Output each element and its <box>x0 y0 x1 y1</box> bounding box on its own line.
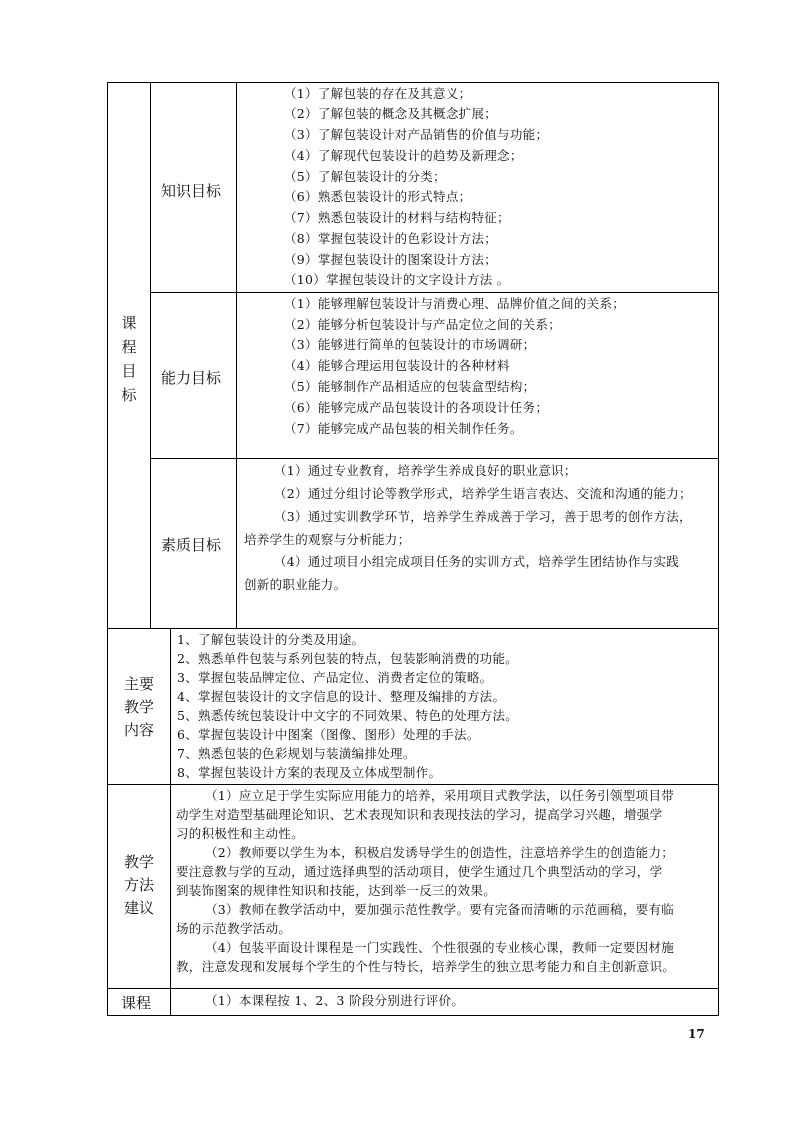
divider-content-method <box>107 784 719 785</box>
knowledge-goal-label: 知识目标 <box>161 182 222 200</box>
table-border-bottom <box>107 1015 719 1016</box>
table-border-left <box>107 82 108 1016</box>
quality-goal-label: 素质目标 <box>161 536 222 554</box>
paragraph-line: 习的积极性和主动性。 <box>176 826 305 841</box>
list-item: 6、掌握包装设计中图案（图像、图形）处理的手法。 <box>177 727 480 742</box>
assessment-text: （1）本课程按 1、2、3 阶段分别进行评价。 <box>205 993 465 1008</box>
divider-knowledge-ability <box>150 292 719 293</box>
course-goal-label: 课 程 目 标 <box>121 314 137 404</box>
divider-ability-quality <box>150 458 719 459</box>
table-border-top <box>107 82 719 83</box>
paragraph-line: （2）通过分组讨论等教学形式，培养学生语言表达、交流和沟通的能力； <box>274 486 692 501</box>
list-item: （10）掌握包装设计的文字设计方法 。 <box>284 272 510 287</box>
list-item: （4）了解现代包装设计的趋势及新理念； <box>284 148 523 163</box>
paragraph-line: 场的示范教学活动。 <box>176 921 292 936</box>
list-item: （1）了解包装的存在及其意义； <box>284 86 472 101</box>
list-item: （2）能够分析包装设计与产品定位之间的关系； <box>284 317 562 332</box>
list-item: （6）熟悉包装设计的形式特点； <box>284 189 472 204</box>
list-item: （3）了解包装设计对产品销售的价值与功能； <box>284 127 549 142</box>
list-item: （7）能够完成产品包装的相关制作任务。 <box>284 421 523 436</box>
list-item: （7）熟悉包装设计的材料与结构特征； <box>284 210 510 225</box>
page-number: 17 <box>688 1027 705 1041</box>
divider-goal-sublabel <box>236 82 237 628</box>
list-item: （9）掌握包装设计的图案设计方法； <box>284 252 498 267</box>
list-item: （2）了解包装的概念及其概念扩展； <box>284 106 498 121</box>
paragraph-line: 创新的职业能力。 <box>244 577 347 592</box>
table-border-right <box>718 82 719 1016</box>
paragraph-line: （1）应立足于学生实际应用能力的培养，采用项目式教学法，以任务引领型项目带 <box>205 788 675 803</box>
paragraph-line: 到装饰图案的规律性知识和技能，达到举一反三的效果。 <box>176 883 497 898</box>
list-item: （1）能够理解包装设计与消费心理、品牌价值之间的关系； <box>284 296 626 311</box>
list-item: 5、熟悉传统包装设计中文字的不同效果、特色的处理方法。 <box>177 708 519 723</box>
assessment-label: 课程 <box>121 994 152 1012</box>
list-item: 2、熟悉单件包装与系列包装的特点，包装影响消费的功能。 <box>177 651 519 666</box>
paragraph-line: （2）教师要以学生为本，积极启发诱导学生的创造性，注意培养学生的创造能力； <box>205 845 675 860</box>
list-item: 3、掌握包装品牌定位、产品定位、消费者定位的策略。 <box>177 670 493 685</box>
divider-goal-label <box>150 82 151 628</box>
paragraph-line: （4）包装平面设计课程是一门实践性、个性很强的专业核心课，教师一定要因材施 <box>205 940 675 955</box>
paragraph-line: （4）通过项目小组完成项目任务的实训方式，培养学生团结协作与实践 <box>274 554 680 569</box>
paragraph-line: 教，注意发现和发展每个学生的个性与特长，培养学生的独立思考能力和自主创新意识。 <box>176 959 676 974</box>
list-item: （6）能够完成产品包装设计的各项设计任务； <box>284 400 549 415</box>
list-item: （4）能够合理运用包装设计的各种材料 <box>284 358 510 373</box>
ability-goal-label: 能力目标 <box>161 369 222 387</box>
teaching-method-label: 教学 方法 建议 <box>123 853 154 917</box>
divider-lower-label <box>170 628 171 1016</box>
list-item: （5）能够制作产品相适应的包装盒型结构； <box>284 379 536 394</box>
main-content-label: 主要 教学 内容 <box>123 675 154 739</box>
divider-method-assessment <box>107 988 719 989</box>
list-item: 7、熟悉包装的色彩规划与装潢编排处理。 <box>177 746 416 761</box>
paragraph-line: 动学生对造型基础理论知识、艺术表现知识和表现技法的学习，提高学习兴趣，增强学 <box>176 807 663 822</box>
list-item: 8、掌握包装设计方案的表现及立体成型制作。 <box>177 765 442 780</box>
list-item: （8）掌握包装设计的色彩设计方法； <box>284 231 498 246</box>
list-item: 4、掌握包装设计的文字信息的设计、整理及编排的方法。 <box>177 689 506 704</box>
paragraph-line: （1）通过专业教育，培养学生养成良好的职业意识； <box>274 463 577 478</box>
divider-goal-content <box>107 628 719 629</box>
list-item: 1、了解包装设计的分类及用途。 <box>177 632 365 647</box>
paragraph-line: 要注意教与学的互动，通过选择典型的活动项目，使学生通过几个典型活动的学习，学 <box>176 864 663 879</box>
paragraph-line: （3）教师在教学活动中，要加强示范性教学。要有完备而清晰的示范画稿，要有临 <box>205 902 675 917</box>
list-item: （5）了解包装设计的分类； <box>284 169 446 184</box>
paragraph-line: 培养学生的观察与分析能力； <box>244 532 411 547</box>
paragraph-line: （3）通过实训教学环节，培养学生养成善于学习，善于思考的创作方法， <box>274 509 692 524</box>
list-item: （3）能够进行简单的包装设计的市场调研； <box>284 337 536 352</box>
